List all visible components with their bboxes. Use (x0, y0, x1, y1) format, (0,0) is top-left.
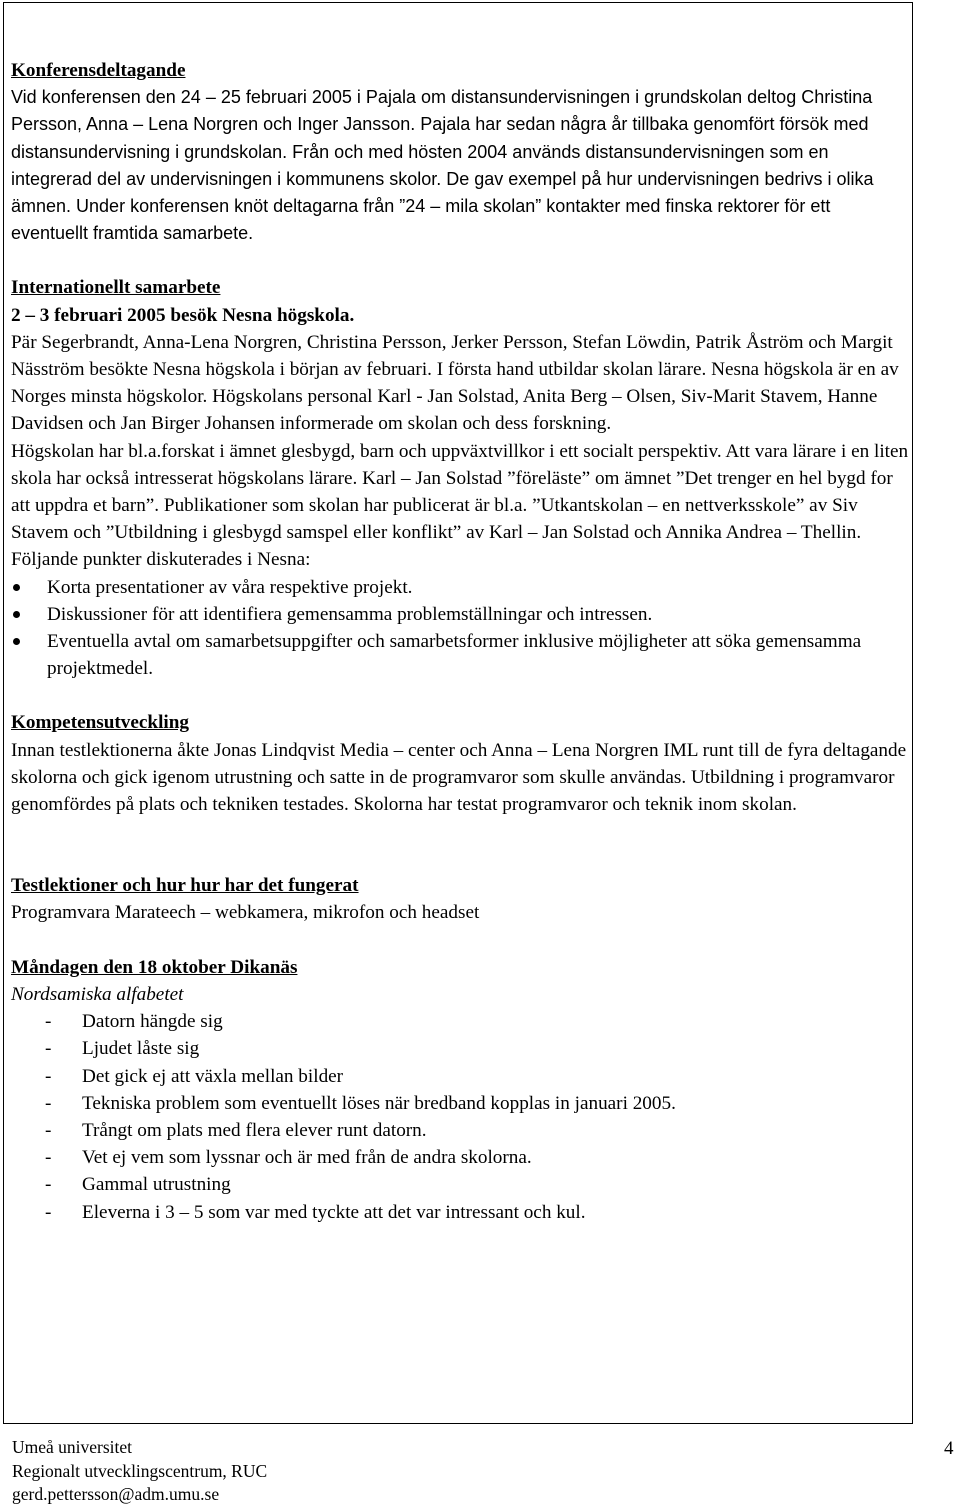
paragraph: Programvara Marateech – webkamera, mikrofon och headset (11, 902, 480, 924)
dash-marker: - (45, 1174, 52, 1196)
list-item (11, 1199, 911, 1226)
paragraph: Vid konferensen den 24 – 25 februari 2005 i Pajala om distansundervisningen i grundskolan deltog Christina Persson, Anna – Lena Norgren och Inger Jansson. Pajala har sedan några år tillbaka genomfört försök med distansundervisning i grundskolan. Från och med hösten 2004 används distansundervisningen som en integrerad del av undervisningen i kommunens skolor. De gav exempel på hur undervisningen bedrivs i olika ämnen. Under konferensen knöt deltagarna från ”24 – mila skolan” kontakter med finska rektorer för ett eventuellt framtida samarbete. (11, 87, 874, 244)
bullet-item (11, 601, 911, 628)
section-heading: Måndagen den 18 oktober Dikanäs (11, 956, 298, 978)
dash-marker: - (45, 1038, 52, 1060)
dash-marker: - (45, 1201, 52, 1223)
list-item-text: Vet ej vem som lyssnar och är med från de andra skolorna. (82, 1147, 532, 1169)
list-item-text: Gammal utrustning (82, 1174, 231, 1196)
footer-email: gerd.pettersson@adm.umu.se (12, 1484, 220, 1504)
section-kompetensutveckling (11, 709, 911, 818)
list-item (11, 1171, 911, 1198)
section-internationellt-samarbete (11, 274, 911, 682)
list-item (11, 1008, 911, 1035)
section-heading: Kompetensutveckling (11, 712, 190, 734)
spacer (11, 818, 911, 872)
list-item (11, 1144, 911, 1171)
list-item (11, 1035, 911, 1062)
list-item-text: Ljudet låste sig (82, 1038, 200, 1060)
section-konferensdeltagande (11, 57, 911, 247)
bullet-text: Korta presentationer av våra respektive projekt. (47, 576, 413, 598)
list-item-text: Det gick ej att växla mellan bilder (82, 1065, 344, 1087)
list-item-text: Datorn hängde sig (82, 1011, 223, 1033)
list-item-text: Eleverna i 3 – 5 som var med tyckte att det var intressant och kul. (82, 1201, 586, 1223)
paragraph: Innan testlektionerna åkte Jonas Lindqvist Media – center och Anna – Lena Norgren IML runt till de fyra deltagande skolorna och gick igenom utrustning och satte in de programvaror som skulle användas. Utbildning i programvaror genomfördes på plats och tekniken testades. Skolorna har testat programvaror och teknik inom skolan. (11, 739, 907, 816)
dash-marker: - (45, 1092, 52, 1114)
spacer (11, 247, 911, 274)
page-number: 4 (944, 1438, 954, 1459)
list-item-text: Tekniska problem som eventuellt löses när bredband kopplas in januari 2005. (82, 1092, 676, 1114)
dash-list (11, 1008, 911, 1226)
section-heading: Internationellt samarbete (11, 277, 221, 299)
page-footer (12, 1436, 267, 1507)
dash-marker: - (45, 1147, 52, 1169)
list-item (11, 1063, 911, 1090)
footer-department: Regionalt utvecklingscentrum, RUC (12, 1460, 268, 1481)
list-item-text: Trångt om plats med flera elever runt datorn. (82, 1119, 427, 1141)
section-testlektioner (11, 872, 911, 926)
bullet-item (11, 574, 911, 601)
dash-marker: - (45, 1119, 52, 1141)
bullet-list (11, 574, 911, 683)
bullet-text: Eventuella avtal om samarbetsuppgifter och samarbetsformer inklusive möjligheter att söka gemensamma projektmedel. (47, 631, 862, 680)
section-heading: Konferensdeltagande (11, 60, 186, 81)
list-item (11, 1117, 911, 1144)
spacer (11, 682, 911, 709)
dash-marker: - (45, 1065, 52, 1087)
paragraph: Pär Segerbrandt, Anna-Lena Norgren, Christina Persson, Jerker Persson, Stefan Löwdin, Patrik Åström och Margit Näsström besökte Nesna högskola i början av februari. I första hand utbildar skolan lärare. Nesna högskola är en av Norges minsta högskolor. Högskolans personal Karl - Jan Solstad, Anita Berg – Olsen, Siv-Marit Stavem, Hanne Davidsen och Jan Birger Johansen informerade om skolan och dess forskning. (11, 331, 899, 435)
section-subtitle: Nordsamiska alfabetet (11, 983, 184, 1005)
list-item (11, 1090, 911, 1117)
document-body (11, 57, 911, 1226)
bullet-item (11, 628, 911, 682)
paragraph: Högskolan har bl.a.forskat i ämnet glesbygd, barn och uppväxtvillkor i ett socialt perspektiv. Att vara lärare i en liten skola har också intresserat högskolans lärare. Karl – Jan Solstad ”föreläste” om ämnet ”Det trenger en hel bygd for att uppdra et barn”. Publikationer som skolan har publicerat är bl.a. ”Utkantskolan – en nettverksskole” av Siv Stavem och ”Utbildning i glesbygd samspel eller konflikt” av Karl – Jan Solstad och Annika Andrea – Thellin. Följande punkter diskuterades i Nesna: (11, 440, 909, 571)
section-mandagen (11, 954, 911, 1226)
bullet-text: Diskussioner för att identifiera gemensamma problemställningar och intressen. (47, 603, 653, 625)
footer-institution: Umeå universitet (12, 1437, 133, 1457)
spacer (11, 927, 911, 954)
dash-marker: - (45, 1011, 52, 1033)
section-subheading: 2 – 3 februari 2005 besök Nesna högskola. (11, 304, 355, 326)
section-heading: Testlektioner och hur hur har det fungerat (11, 875, 359, 897)
